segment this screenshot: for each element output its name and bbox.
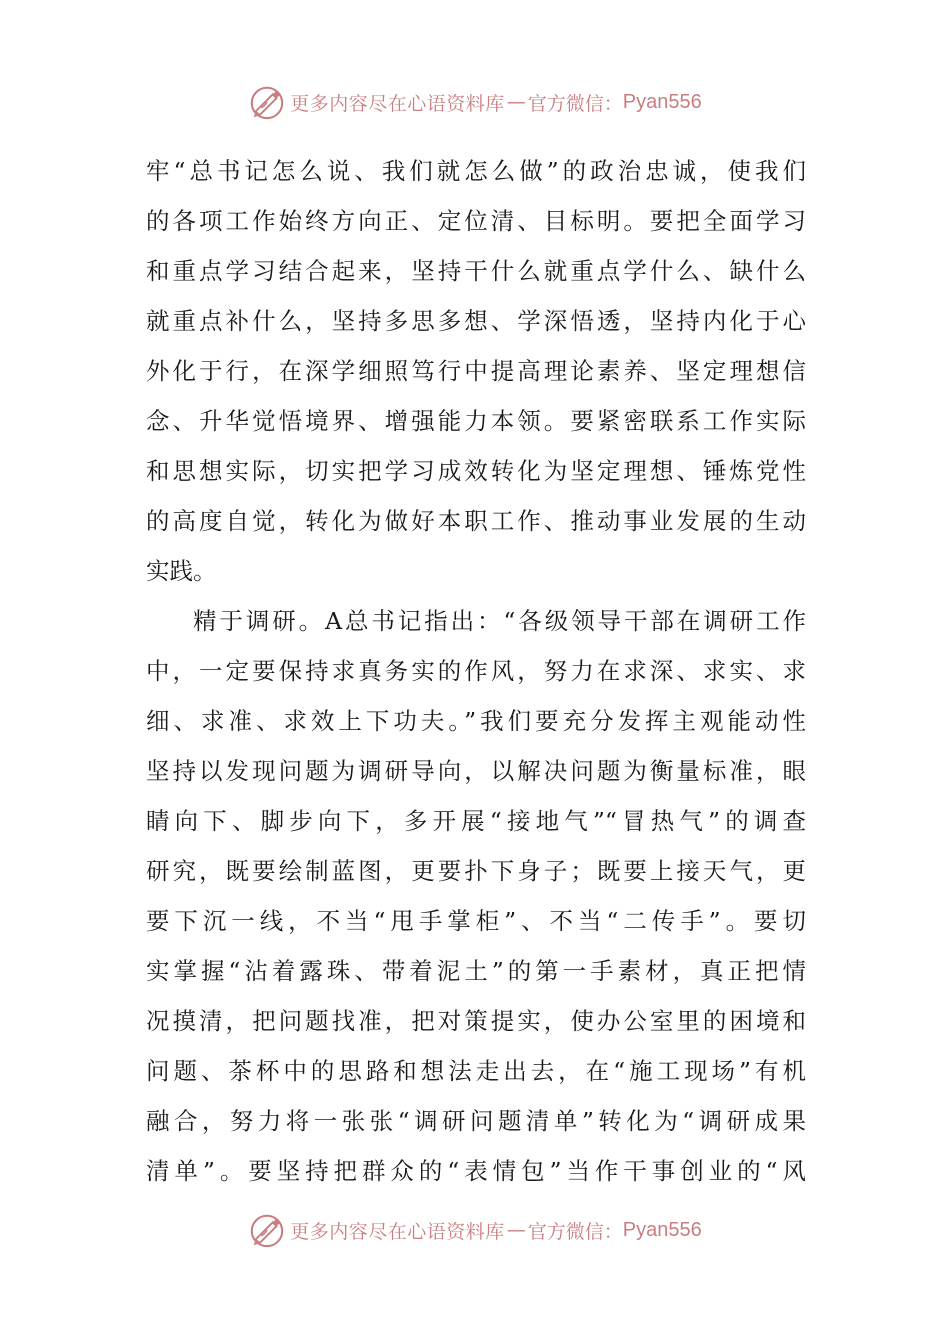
text-line: 清单”。要坚持把群众的“表情包”当作干事创业的“风 [146, 1157, 806, 1185]
text-line: 睛向下、脚步向下，多开展“接地气”“冒热气”的调查 [146, 807, 806, 835]
text-line: 念、升华觉悟境界、增强能力本领。要紧密联系工作实际 [146, 407, 806, 435]
banner-text: 更多内容尽在心语资料库 [290, 92, 505, 115]
text-line: 实掌握“沾着露珠、带着泥土”的第一手素材，真正把情 [146, 957, 806, 985]
text-line: 研究，既要绘制蓝图，更要扑下身子；既要上接天气，更 [146, 857, 806, 885]
banner-contact-label: 官方微信： [527, 92, 623, 115]
text-line: 就重点补什么，坚持多思多想、学深悟透，坚持内化于心 [146, 307, 806, 335]
text-line: 坚持以发现问题为调研导向，以解决问题为衡量标准，眼 [146, 757, 806, 785]
footer-banner [0, 1208, 950, 1252]
text-line: 实践。 [146, 557, 217, 585]
text-line: 况摸清，把问题找准，把对策提实，使办公室里的困境和 [146, 1007, 806, 1035]
banner-contact-id: Pyan556 [622, 1218, 702, 1241]
text-line: 和重点学习结合起来，坚持干什么就重点学什么、缺什么 [146, 257, 806, 285]
text-line: 的高度自觉，转化为做好本职工作、推动事业发展的生动 [146, 507, 806, 535]
banner-contact-label: 官方微信： [527, 1220, 623, 1243]
text-line: 外化于行，在深学细照笃行中提高理论素养、坚定理想信 [146, 357, 806, 385]
banner-text: 更多内容尽在心语资料库 [290, 1220, 505, 1243]
text-line: 牢“总书记怎么说、我们就怎么做”的政治忠诚，使我们 [146, 157, 806, 185]
document-body [146, 146, 806, 1196]
banner-separator: — [506, 91, 526, 113]
banner-separator: — [506, 1219, 526, 1241]
pen-logo-icon [248, 1211, 286, 1249]
paragraph-start-line: 精于调研。A总书记指出：“各级领导干部在调研工作 [193, 607, 806, 635]
text-line: 问题、茶杯中的思路和想法走出去，在“施工现场”有机 [146, 1057, 806, 1085]
pen-logo-icon [248, 83, 286, 121]
text-line: 的各项工作始终方向正、定位清、目标明。要把全面学习 [146, 207, 806, 235]
text-line: 融合，努力将一张张“调研问题清单”转化为“调研成果 [146, 1107, 806, 1135]
text-line: 细、求准、求效上下功夫。”我们要充分发挥主观能动性 [146, 707, 806, 735]
text-line: 中，一定要保持求真务实的作风，努力在求深、求实、求 [146, 657, 806, 685]
text-line: 要下沉一线，不当“甩手掌柜”、不当“二传手”。要切 [146, 907, 806, 935]
banner-contact-id: Pyan556 [622, 90, 702, 113]
header-banner [0, 80, 950, 124]
text-line: 和思想实际，切实把学习成效转化为坚定理想、锤炼党性 [146, 457, 806, 485]
